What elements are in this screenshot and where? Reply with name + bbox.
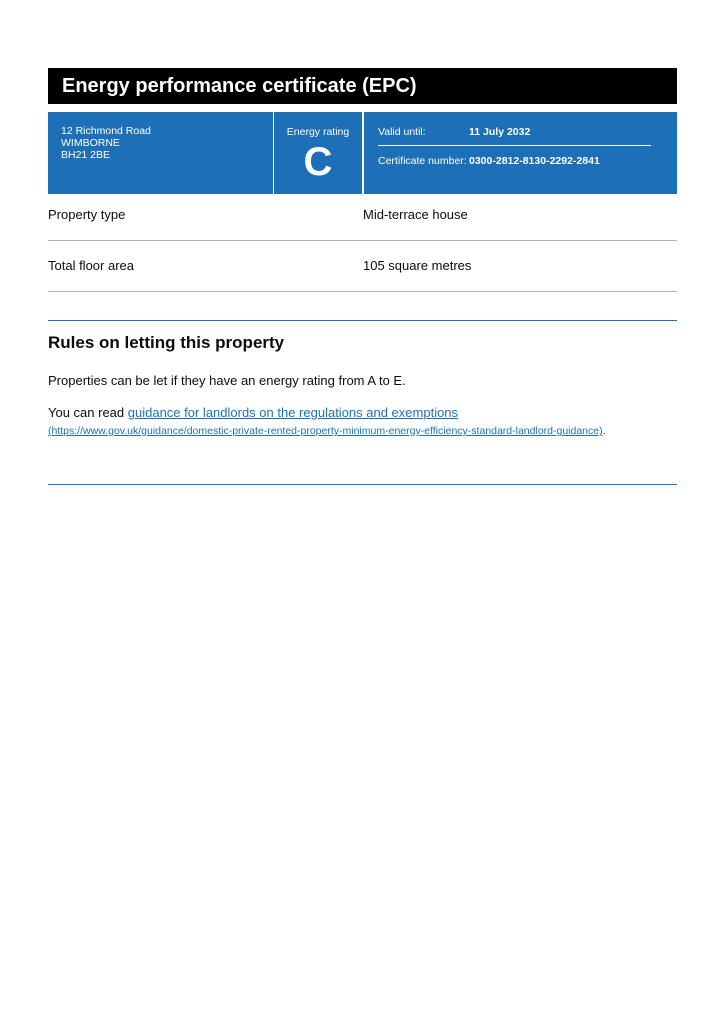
guidance-link[interactable]: guidance for landlords on the regulations and exemptions [127,405,459,420]
section-divider-bottom [48,484,677,485]
property-type-value: Mid-terrace house [363,207,468,222]
energy-rating-panel [274,112,362,194]
section-divider-top [48,320,677,321]
certificate-details-panel [364,112,677,194]
certificate-number-value: 0300-2812-8130-2292-2841 [469,155,600,167]
valid-until-label: Valid until: [378,126,426,138]
address-panel [48,112,273,194]
guidance-url-link[interactable]: (https://www.gov.uk/guidance/domestic-private-rented-property-minimum-energy-efficiency-standard-landlord-guidance) [48,425,603,437]
floor-area-value: 105 square metres [363,258,472,273]
certificate-number-row [378,155,600,167]
certificate-number-label: Certificate number: [378,155,467,167]
guidance-url-suffix: . [602,425,606,437]
row-divider [48,291,677,292]
energy-rating-label: Energy rating [286,126,350,138]
valid-until-row [378,126,530,138]
guidance-paragraph [48,405,677,420]
certificate-summary-band [48,112,677,194]
floor-area-label: Total floor area [48,258,134,273]
guidance-prefix: You can read [48,405,128,420]
section-heading: Rules on letting this property [48,333,285,352]
rating-rule-paragraph: Properties can be let if they have an energy rating from A to E. [48,373,406,388]
address-line-2: WIMBORNE [61,137,120,149]
valid-until-value: 11 July 2032 [469,126,531,138]
address-line-1: 12 Richmond Road [61,125,151,137]
guidance-url-line [48,424,638,439]
property-type-label: Property type [48,207,126,222]
certificate-divider [378,145,651,146]
energy-rating-letter: C [303,140,333,184]
page-title: Energy performance certificate (EPC) [48,68,677,104]
row-divider [48,240,677,241]
address-postcode: BH21 2BE [61,149,111,161]
